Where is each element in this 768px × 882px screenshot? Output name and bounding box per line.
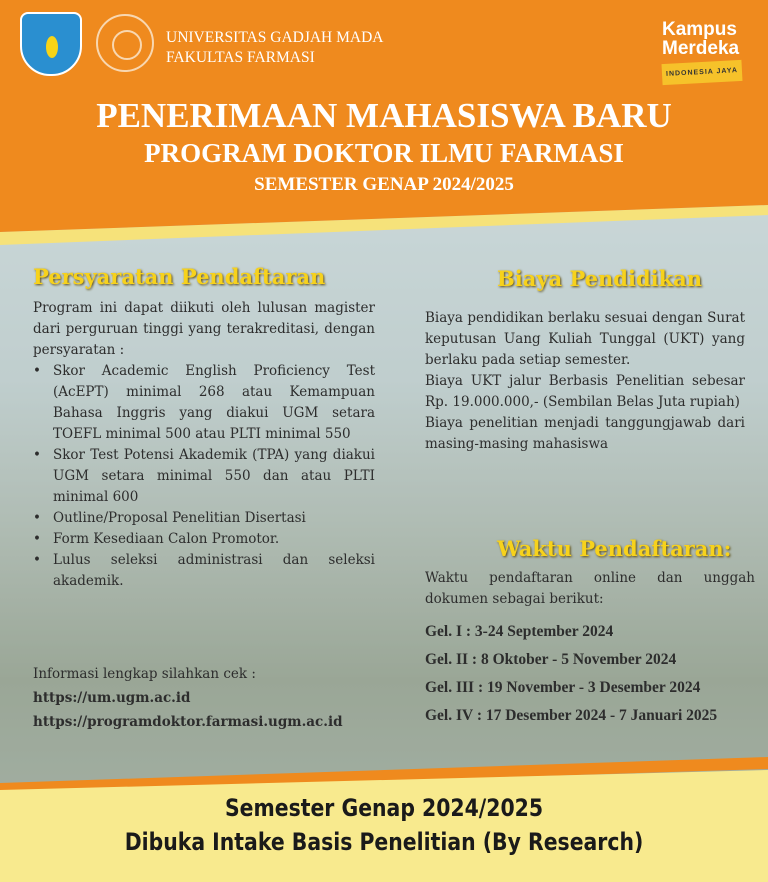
wave-item: Gel. IV : 17 Desember 2024 - 7 Januari 2025 [425,707,718,724]
tut-wuri-handayani-logo [20,12,82,76]
wave-item: Gel. III : 19 November - 3 Desember 2024 [425,679,701,696]
fees-p2: Biaya UKT jalur Berbasis Penelitian sebesar Rp. 19.000.000,- (Sembilan Belas Juta rupiah) [425,373,745,410]
faculty-name: FAKULTAS FARMASI [166,49,315,66]
info-section [33,662,393,734]
ugm-logo [96,14,154,72]
registration-section [425,568,755,730]
km-tag: INDONESIA JAYA [662,60,743,85]
list-item: • Lulus seleksi administrasi dan seleksi akademik. [33,550,375,592]
fees-p3: Biaya penelitian menjadi tanggungjawab dari masing-masing mahasiswa [425,415,745,452]
list-item: • Form Kesediaan Calon Promotor. [33,529,375,550]
wave-item: Gel. II : 8 Oktober - 5 November 2024 [425,651,677,668]
registration-waves [425,618,755,730]
requirements-list [33,361,375,592]
requirements-section [33,298,375,592]
info-label: Informasi lengkap silahkan cek : [33,666,256,682]
fees-p1: Biaya pendidikan berlaku sesuai dengan Surat keputusan Uang Kuliah Tunggal (UKT) yang berlaku pada setiap semester. [425,310,745,368]
wave-item: Gel. I : 3-24 September 2024 [425,623,614,640]
page-title: PENERIMAAN MAHASISWA BARU [96,96,672,135]
registration-title: Waktu Pendaftaran: [497,536,732,561]
institution-name [166,28,383,68]
fees-title: Biaya Pendidikan [497,266,703,291]
registration-intro: Waktu pendaftaran online dan unggah dokumen sebagai berikut: [425,570,755,607]
link-um-ugm[interactable]: https://um.ugm.ac.id [33,690,191,706]
list-item: • Skor Test Potensi Akademik (TPA) yang diakui UGM setara minimal 550 dan atau PLTI minimal 600 [33,445,375,508]
fees-section [425,308,745,455]
university-name: UNIVERSITAS GADJAH MADA [166,29,384,46]
footer-line1: Semester Genap 2024/2025 [224,794,544,822]
list-item: • Skor Academic English Proficiency Test (AcEPT) minimal 268 atau Kemampuan Bahasa Inggris yang diakui UGM setara TOEFL minimal 500 atau PLTI minimal 550 [33,361,375,445]
kampus-merdeka-logo [662,20,742,83]
list-item: • Outline/Proposal Penelitian Disertasi [33,508,375,529]
link-programdoktor[interactable]: https://programdoktor.farmasi.ugm.ac.id [33,714,343,730]
km-line1: Kampus [662,19,737,40]
requirements-title: Persyaratan Pendaftaran [33,264,326,289]
requirements-intro: Program ini dapat diikuti oleh lulusan magister dari perguruan tinggi yang terakreditasi, dengan persyaratan : [33,300,375,358]
footer-line2: Dibuka Intake Basis Penelitian (By Research) [124,828,644,856]
semester-label: SEMESTER GENAP 2024/2025 [254,174,514,195]
km-line2: Merdeka [662,38,740,59]
page-subtitle: PROGRAM DOKTOR ILMU FARMASI [144,138,624,168]
